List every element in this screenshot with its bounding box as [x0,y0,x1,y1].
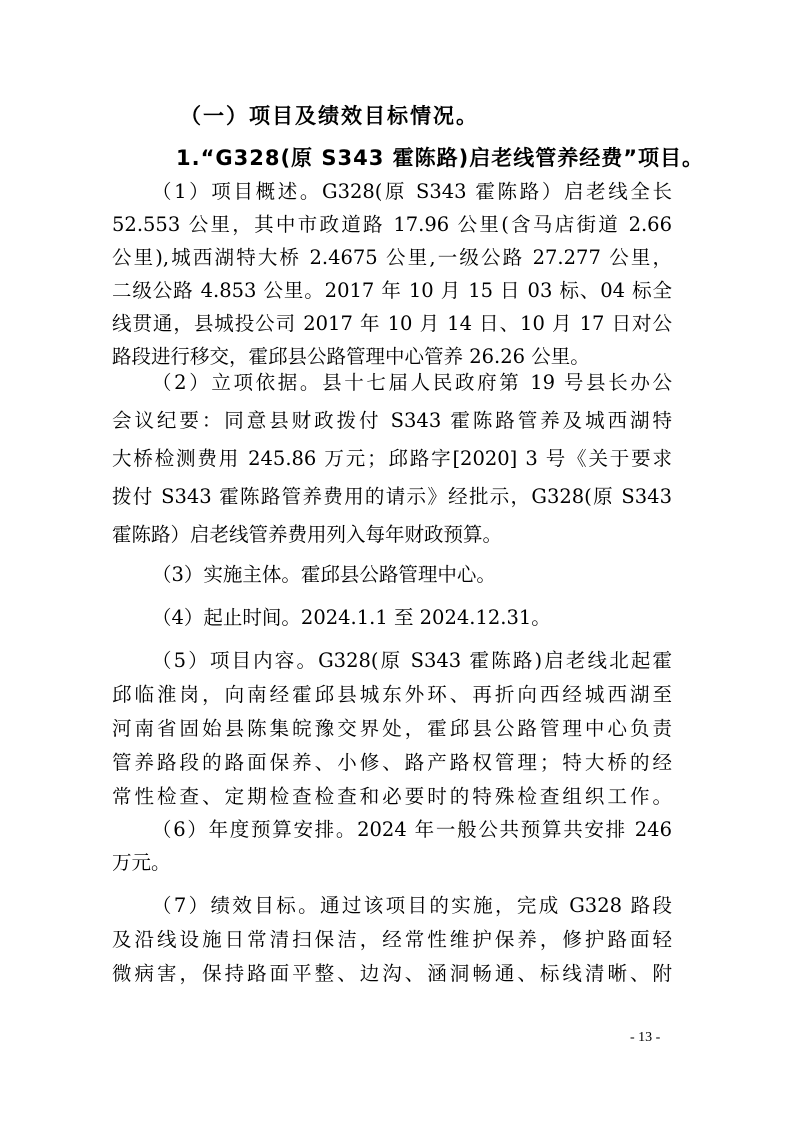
text-line: 及沿线设施日常清扫保洁，经常性维护保养，修护路面轻 [112,928,672,951]
text-line: 河南省固始县陈集皖豫交界处，霍邱县公路管理中心负责 [112,717,672,740]
text-line: 常性检查、定期检查检查和必要时的特殊检查组织工作。 [112,785,672,808]
text-line: （2）立项依据。县十七届人民政府第 19 号县长办公 [152,371,672,394]
text-line: （1）项目概述。G328(原 S343 霍陈路）启老线全长 [152,180,672,203]
text-line: 万元。 [112,851,171,874]
text-line: （3）实施主体。霍邱县公路管理中心。 [152,563,496,586]
text-line: 线贯通，县城投公司 2017 年 10 月 14 日、10 月 17 日对公 [112,312,672,335]
project-title: 1.“G328(原 S343 霍陈路)启老线管养经费”项目。 [176,146,705,170]
text-line: 会议纪要：同意县财政拨付 S343 霍陈路管养及城西湖特 [112,409,672,432]
text-line: 管养路段的路面保养、小修、路产路权管理；特大桥的经 [112,751,672,774]
text-line: 微病害，保持路面平整、边沟、涵洞畅通、标线清晰、附 [112,962,672,985]
text-line: （4）起止时间。2024.1.1 至 2024.12.31。 [152,606,551,629]
text-line: 公里),城西湖特大桥 2.4675 公里,一级公路 27.277 公里， [112,246,672,269]
text-line: 拨付 S343 霍陈路管养费用的请示》经批示，G328(原 S343 [112,485,672,508]
text-line: 52.553 公里，其中市政道路 17.96 公里(含马店街道 2.66 [112,213,672,236]
text-line: 邱临淮岗，向南经霍邱县城东外环、再折向西经城西湖至 [112,683,672,706]
page-number: - 13 - [630,1030,661,1045]
text-line: （5）项目内容。G328(原 S343 霍陈路)启老线北起霍 [152,649,672,672]
text-line: 二级公路 4.853 公里。2017 年 10 月 15 日 03 标、04 标全 [112,279,672,302]
text-line: 路段进行移交，霍邱县公路管理中心管养 26.26 公里。 [112,345,590,368]
text-line: （7）绩效目标。通过该项目的实施，完成 G328 路段 [152,894,672,917]
section-heading: （一）项目及绩效目标情况。 [180,104,479,128]
text-line: 霍陈路）启老线管养费用列入每年财政预算。 [112,523,503,546]
text-line: 大桥检测费用 245.86 万元；邱路字[2020] 3 号《关于要求 [112,447,672,470]
text-line: （6）年度预算安排。2024 年一般公共预算共安排 246 [152,818,672,841]
